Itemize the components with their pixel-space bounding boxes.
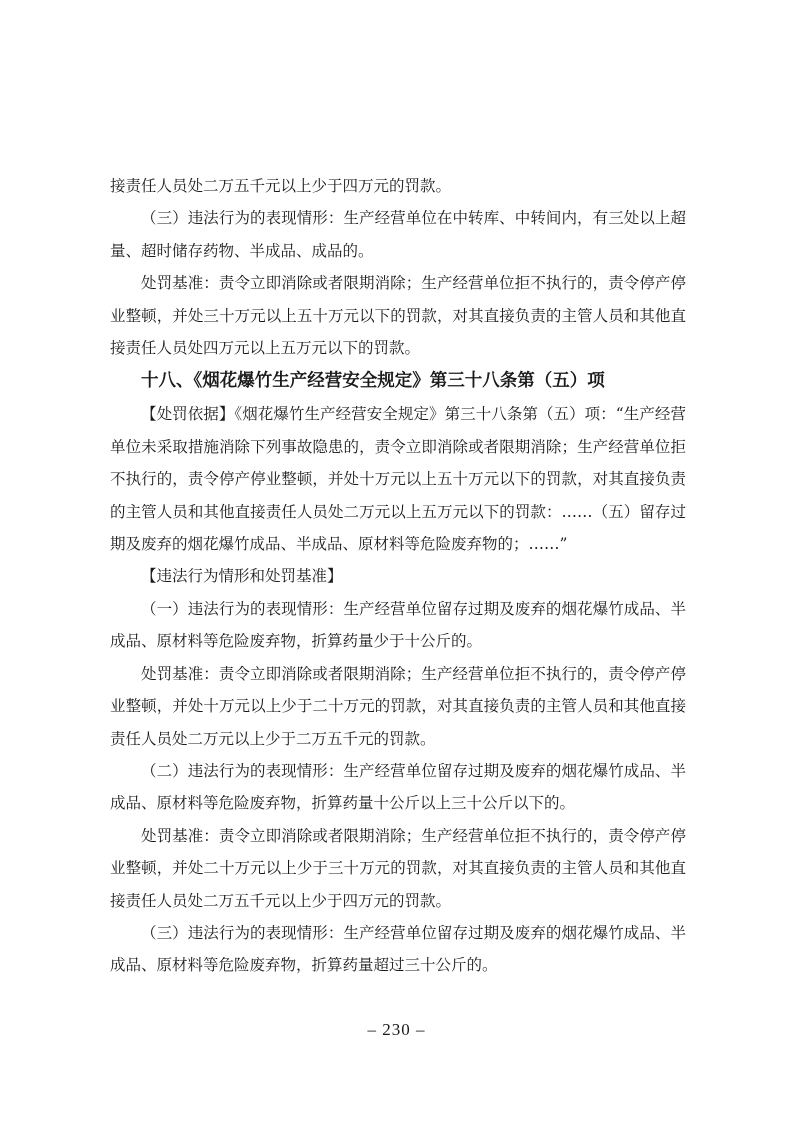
paragraph-penalty-1: 处罚基准：责令立即消除或者限期消除；生产经营单位拒不执行的，责令停产停业整顿，并处十万元以上少于二十万元的罚款，对其直接负责的主管人员和其他直接责任人员处二万元以上少于二万五千元的罚款。 [110, 664, 686, 748]
paragraph-penalty-basis: 【处罚依据】《烟花爆竹生产经营安全规定》第三十八条第（五）项：“生产经营单位未采取措施消除下列事故隐患的，责令立即消除或者限期消除；生产经营单位拒不执行的，责令停产停业整顿，并处十万元以上五十万元以下的罚款，对其直接负责的主管人员和其他直接责任人员处二万元以上五万元以下的罚款：……（五）留存过期及废弃的烟花爆竹成品、半成品、原材料等危险废弃物的；……” [110, 405, 686, 554]
page-number: – 230 – [367, 1020, 426, 1039]
paragraph-violation-3: （三）违法行为的表现情形：生产经营单位在中转库、中转间内，有三处以上超量、超时储存药物、半成品、成品的。 [110, 209, 686, 260]
paragraph-penalty-3: 处罚基准：责令立即消除或者限期消除；生产经营单位拒不执行的，责令停产停业整顿，并处三十万元以上五十万元以下的罚款，对其直接负责的主管人员和其他直接责任人员处四万元以上五万元以下的罚款。 [110, 274, 686, 358]
paragraph-violation-3b: （三）违法行为的表现情形：生产经营单位留存过期及废弃的烟花爆竹成品、半成品、原材料等危险废弃物，折算药量超过三十公斤的。 [110, 923, 686, 975]
paragraph-violation-2: （二）违法行为的表现情形：生产经营单位留存过期及废弃的烟花爆竹成品、半成品、原材料等危险废弃物，折算药量十公斤以上三十公斤以下的。 [110, 761, 686, 813]
section-heading-18: 十八、《烟花爆竹生产经营安全规定》第三十八条第（五）项 [141, 371, 605, 392]
page-body [110, 170, 686, 982]
paragraph-violation-1: （一）违法行为的表现情形：生产经营单位留存过期及废弃的烟花爆竹成品、半成品、原材料等危险废弃物，折算药量少于十公斤的。 [110, 599, 686, 651]
paragraph-subheading: 【违法行为情形和处罚基准】 [141, 567, 343, 586]
paragraph-penalty-2: 处罚基准：责令立即消除或者限期消除；生产经营单位拒不执行的，责令停产停业整顿，并处二十万元以上少于三十万元的罚款，对其直接负责的主管人员和其他直接责任人员处二万五千元以上少于四万元的罚款。 [110, 826, 686, 910]
paragraph-continuation: 接责任人员处二万五千元以上少于四万元的罚款。 [110, 177, 452, 195]
